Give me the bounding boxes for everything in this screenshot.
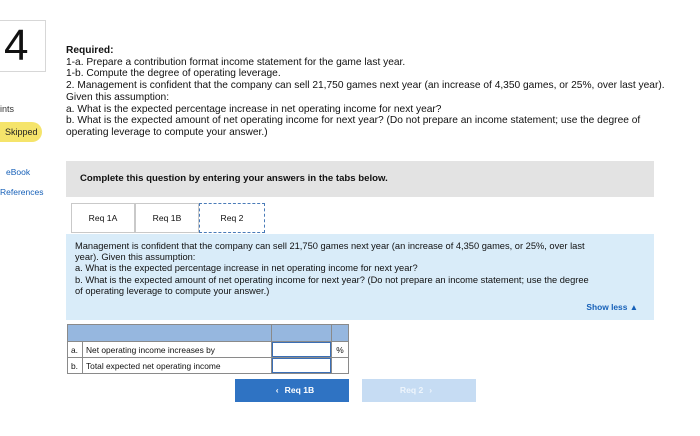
table-header-row <box>68 325 349 342</box>
ebook-link[interactable]: eBook <box>6 167 31 177</box>
required-line: a. What is the expected percentage increase in net operating income for next year? <box>66 103 442 115</box>
required-title: Required: <box>66 45 114 56</box>
question-panel <box>66 234 654 320</box>
panel-line: b. What is the expected amount of net operating income for next year? (Do not prepare an income statement; use the degree <box>75 274 589 285</box>
tab-req-2[interactable]: Req 2 <box>199 203 265 233</box>
chevron-left-icon: ‹ <box>275 385 279 395</box>
total-net-operating-income-input-cell <box>272 358 332 374</box>
required-line: 1-a. Prepare a contribution format income statement for the game last year. <box>66 56 406 68</box>
net-operating-income-increase-input-cell <box>272 342 332 358</box>
required-line: Given this assumption: <box>66 91 170 103</box>
row-letter: a. <box>68 342 83 358</box>
show-less-label: Show less <box>586 301 628 312</box>
chevron-right-icon: › <box>429 385 433 395</box>
triangle-up-icon: ▲ <box>629 301 638 312</box>
row-label: Total expected net operating income <box>82 358 271 374</box>
row-letter: b. <box>68 358 83 374</box>
table-header-cell <box>331 325 348 342</box>
prev-button-label: Req 1B <box>284 385 315 395</box>
next-req-2-button[interactable] <box>362 379 476 402</box>
show-less-link[interactable] <box>586 302 638 313</box>
required-instructions <box>66 45 700 139</box>
table-row <box>68 358 349 374</box>
status-badge: Skipped <box>0 122 42 142</box>
table-header-cell <box>272 325 332 342</box>
table-header-cell <box>68 325 272 342</box>
panel-line: a. What is the expected percentage increase in net operating income for next year? <box>75 263 418 274</box>
required-line: b. What is the expected amount of net operating income for next year? (Do not prepare an income statement; use the degree of <box>66 115 641 127</box>
references-link[interactable]: References <box>0 187 44 197</box>
panel-line: of operating leverage to compute your answer.) <box>75 285 270 296</box>
answer-table <box>67 324 349 374</box>
tab-req-1a[interactable]: Req 1A <box>71 203 135 233</box>
required-line: 1-b. Compute the degree of operating leverage. <box>66 68 281 80</box>
instruction-banner: Complete this question by entering your answers in the tabs below. <box>66 161 654 197</box>
net-operating-income-increase-input[interactable] <box>272 342 331 357</box>
total-net-operating-income-input[interactable] <box>272 358 331 373</box>
required-line: operating leverage to compute your answer.) <box>66 126 268 138</box>
points-label: ints <box>0 104 15 114</box>
row-label: Net operating income increases by <box>82 342 271 358</box>
panel-line: year). Given this assumption: <box>75 252 196 263</box>
prev-req-1b-button[interactable] <box>235 379 349 402</box>
percent-unit: % <box>331 342 348 358</box>
next-button-label: Req 2 <box>399 385 424 395</box>
unit-cell <box>331 358 348 374</box>
table-row <box>68 342 349 358</box>
required-line: 2. Management is confident that the company can sell 21,750 games next year (an increase of 4,350 games, or 25%, over last year). <box>66 80 665 92</box>
tab-req-1b[interactable]: Req 1B <box>135 203 199 233</box>
question-number: 4 <box>0 20 46 72</box>
panel-line: Management is confident that the company can sell 21,750 games next year (an increase of 4,350 games, or 25%, over last <box>75 241 585 251</box>
